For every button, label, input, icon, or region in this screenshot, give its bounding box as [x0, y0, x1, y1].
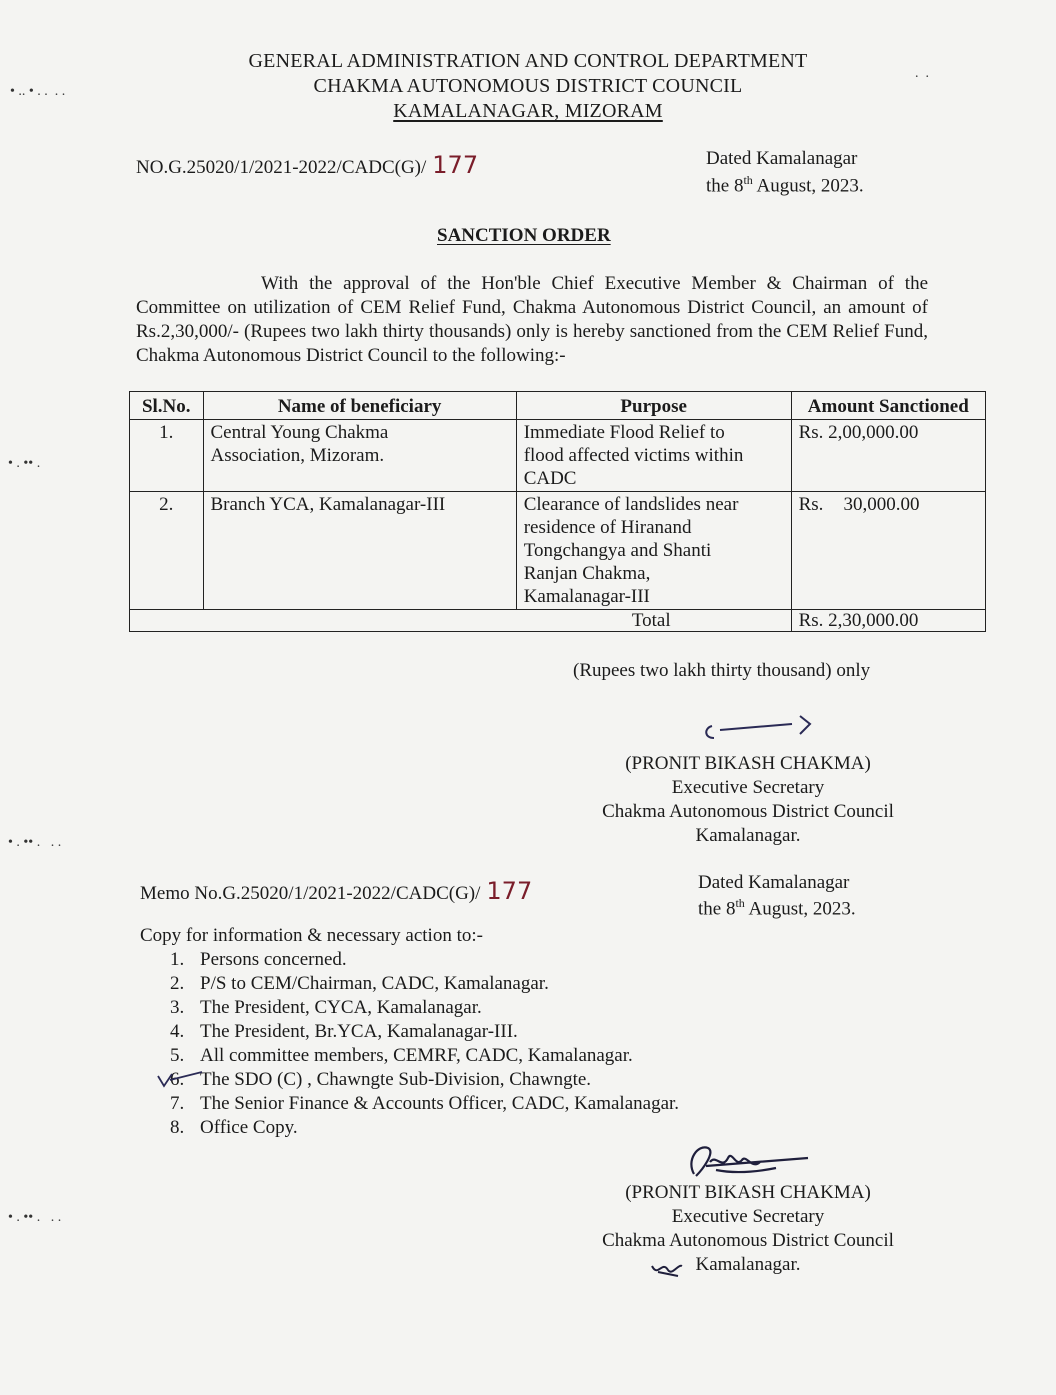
table-row: [130, 492, 986, 610]
total-label: Total: [130, 610, 792, 632]
list-item: [170, 1044, 679, 1068]
item-text: Office Copy.: [200, 1117, 298, 1138]
col-header-slno: Sl.No.: [130, 392, 204, 420]
item-number: 7.: [170, 1093, 185, 1114]
signature1-designation: Executive Secretary: [671, 777, 825, 798]
dept-heading: GENERAL ADMINISTRATION AND CONTROL DEPARTMENT: [248, 50, 808, 72]
col-header-beneficiary: Name of beneficiary: [203, 392, 516, 420]
row1-beneficiary-line1: Central Young Chakma: [210, 422, 389, 443]
row1-amount: Rs. 2,00,000.00: [791, 420, 985, 492]
table-total-row: [130, 610, 986, 632]
row2-purpose-line2: residence of Hiranand: [523, 517, 692, 538]
item-text: Persons concerned.: [200, 949, 347, 970]
location-heading: KAMALANAGAR, MIZORAM: [393, 100, 663, 122]
signature2-office: Chakma Autonomous District Council: [602, 1230, 894, 1251]
list-item: [170, 996, 679, 1020]
item-number: 4.: [170, 1021, 185, 1042]
row1-purpose-line2: flood affected victims within: [523, 445, 744, 466]
order-handwritten-number: 177: [432, 151, 479, 179]
council-heading: CHAKMA AUTONOMOUS DISTRICT COUNCIL: [313, 75, 743, 97]
sanction-table: [129, 391, 986, 632]
table-header-row: [130, 392, 986, 420]
item-number: 8.: [170, 1117, 185, 1138]
signature2-place: Kamalanagar.: [695, 1254, 801, 1275]
row2-beneficiary: Branch YCA, Kamalanagar-III: [203, 492, 516, 610]
signature1-block: [560, 752, 936, 848]
memo-date-sup: th: [735, 896, 745, 910]
row2-amount-value: 30,000.00: [843, 494, 920, 515]
item-text: The President, CYCA, Kamalanagar.: [200, 997, 482, 1018]
signature1-place: Kamalanagar.: [695, 825, 801, 846]
order-date-sup: th: [743, 173, 753, 187]
memo-dated-date: [698, 896, 856, 920]
signature2-name: (PRONIT BIKASH CHAKMA): [625, 1182, 871, 1203]
amount-in-words: (Rupees two lakh thirty thousand) only: [573, 660, 871, 681]
scan-speck: • . •• . . .: [8, 1210, 62, 1225]
memo-date-day: the 8: [698, 898, 736, 920]
memo-number-line: [140, 877, 532, 905]
signature1-office: Chakma Autonomous District Council: [602, 801, 894, 822]
item-text: The President, Br.YCA, Kamalanagar-III.: [200, 1021, 518, 1042]
signature-mark-icon: [700, 712, 820, 742]
copy-list: [170, 948, 679, 1140]
order-number: NO.G.25020/1/2021-2022/CADC(G)/: [136, 157, 427, 178]
row1-purpose-line1: Immediate Flood Relief to: [523, 422, 725, 443]
tick-mark-icon: [156, 1070, 206, 1090]
signature2-block: [560, 1181, 936, 1277]
item-text: The SDO (C) , Chawngte Sub-Division, Chawngte.: [200, 1069, 592, 1090]
memo-date-rest: August, 2023.: [744, 898, 856, 920]
scan-speck: • .. • . . . .: [10, 84, 66, 99]
table-row: [130, 420, 986, 492]
order-dated-place: Dated Kamalanagar: [706, 148, 858, 169]
signature-scribble-icon: [676, 1140, 816, 1186]
signature2-designation: Executive Secretary: [671, 1206, 825, 1227]
row2-purpose-line3: Tongchangya and Shanti: [523, 540, 712, 561]
item-number: 3.: [170, 997, 185, 1018]
row1-purpose-line3: CADC: [523, 468, 577, 489]
row1-slno: 1.: [130, 420, 204, 492]
item-text: All committee members, CEMRF, CADC, Kamalanagar.: [200, 1045, 633, 1066]
list-item: [170, 948, 679, 972]
row2-amount-prefix: Rs.: [798, 494, 824, 515]
location-heading-wrap: [0, 100, 1056, 123]
col-header-purpose: Purpose: [516, 392, 791, 420]
memo-number: Memo No.G.25020/1/2021-2022/CADC(G)/: [140, 883, 481, 904]
memo-dated-place: Dated Kamalanagar: [698, 872, 850, 893]
item-number: 1.: [170, 949, 185, 970]
item-text: P/S to CEM/Chairman, CADC, Kamalanagar.: [200, 973, 549, 994]
list-item: [170, 1092, 679, 1116]
order-title: SANCTION ORDER: [437, 225, 611, 246]
scan-speck: • . •• . . .: [8, 835, 62, 850]
memo-handwritten-number: 177: [486, 877, 533, 905]
order-dated-date: [706, 173, 864, 197]
row2-amount: [791, 492, 985, 610]
scan-speck: . .: [915, 66, 929, 81]
order-body-text: With the approval of the Hon'ble Chief Executive Member & Chairman of the Committee on utilization of CEM Relief Fund, Chakma Autonomous District Council, an amount of Rs.2,30,000/- (Rupees two lakh thirty thousands) only is hereby sanctioned from the CEM Relief Fund, Chakma Autonomous District Council to the following:-: [136, 273, 928, 366]
row2-purpose-line5: Kamalanagar-III: [523, 586, 650, 607]
col-header-amount: Amount Sanctioned: [791, 392, 985, 420]
copy-intro: Copy for information & necessary action to:-: [140, 925, 483, 946]
row1-purpose: [516, 420, 791, 492]
initial-mark-icon: [648, 1256, 684, 1278]
row1-beneficiary: [203, 420, 516, 492]
row2-purpose-line4: Ranjan Chakma,: [523, 563, 651, 584]
item-number: 2.: [170, 973, 185, 994]
list-item: [170, 1116, 679, 1140]
order-date-day: the 8: [706, 175, 744, 197]
row2-purpose: [516, 492, 791, 610]
list-item: [170, 972, 679, 996]
row2-purpose-line1: Clearance of landslides near: [523, 494, 739, 515]
item-number: 5.: [170, 1045, 185, 1066]
list-item: [170, 1068, 679, 1092]
list-item: [170, 1020, 679, 1044]
total-amount: Rs. 2,30,000.00: [791, 610, 985, 632]
signature1-name: (PRONIT BIKASH CHAKMA): [625, 753, 871, 774]
order-date-rest: August, 2023.: [752, 175, 864, 197]
order-number-line: [136, 151, 478, 179]
item-text: The Senior Finance & Accounts Officer, CADC, Kamalanagar.: [200, 1093, 680, 1114]
row1-beneficiary-line2: Association, Mizoram.: [210, 445, 385, 466]
row2-slno: 2.: [130, 492, 204, 610]
order-title-wrap: [437, 225, 611, 247]
item-number: 6.: [170, 1069, 185, 1090]
scan-speck: • . •• .: [8, 456, 41, 471]
order-body: [136, 272, 928, 368]
